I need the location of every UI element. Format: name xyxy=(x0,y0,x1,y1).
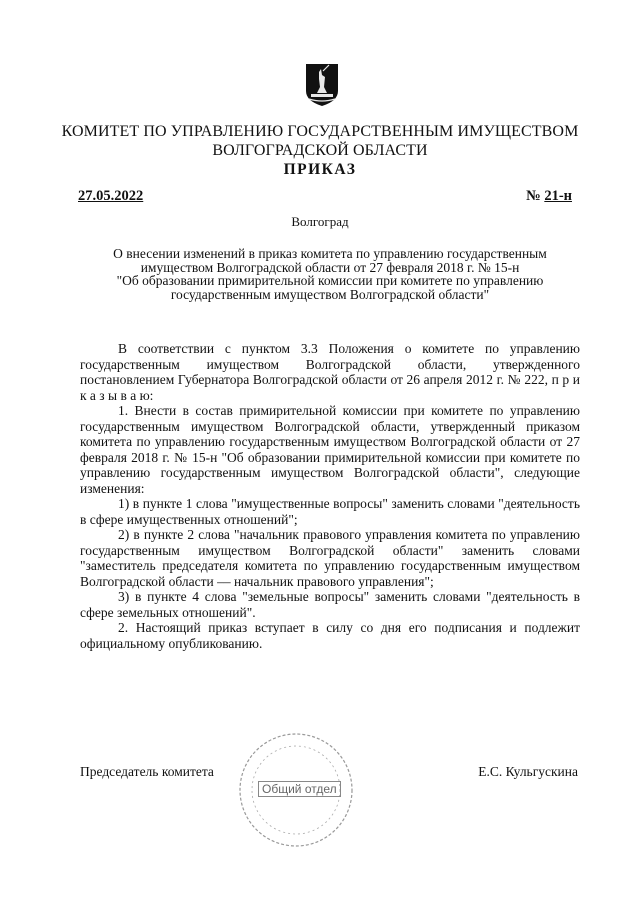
signatory-title: Председатель комитета xyxy=(80,764,214,779)
org-name-line2: ВОЛГОГРАДСКОЙ ОБЛАСТИ xyxy=(212,142,428,159)
signatory-name: Е.С. Кульгускина xyxy=(478,764,578,779)
body-paragraph-item1-2: 2) в пункте 2 слова "начальник правового управления комитета по управлению государственным имуществом Волгоградской области" заменить словами "заместитель председателя комитета по управлению государственным имуществом Волгоградской области –– начальник правового управления"; xyxy=(80,527,580,589)
doc-city: Волгоград xyxy=(291,214,349,229)
subject-line: О внесении изменений в приказ комитета по управлению государственным xyxy=(113,246,547,261)
body-paragraph-item1-3: 3) в пункте 4 слова "земельные вопросы" заменить словами "деятельность в сфере земельных отношений". xyxy=(80,589,580,620)
doc-body xyxy=(80,341,580,651)
doc-number-prefix: № xyxy=(526,188,541,204)
body-paragraph-item1-1: 1) в пункте 1 слова "имущественные вопросы" заменить словами "деятельность в сфере имущественных отношений"; xyxy=(80,496,580,527)
doc-date xyxy=(78,188,143,205)
doc-date-value: 27.05.2022 xyxy=(78,188,144,204)
doc-type: ПРИКАЗ xyxy=(283,161,357,178)
coat-of-arms-icon xyxy=(305,63,339,107)
doc-number xyxy=(526,188,572,205)
subject-line: "Об образовании примирительной комиссии при комитете по управлению xyxy=(116,273,544,288)
doc-number-value: 21-н xyxy=(544,188,572,204)
doc-subject xyxy=(80,247,580,301)
subject-line: государственным имуществом Волгоградской области" xyxy=(170,286,490,302)
org-name-line1: КОМИТЕТ ПО УПРАВЛЕНИЮ ГОСУДАРСТВЕННЫМ ИМУЩЕСТВОМ xyxy=(61,123,579,140)
stamp-text: Общий отдел xyxy=(258,781,341,797)
body-paragraph-intro: В соответствии с пунктом 3.3 Положения о комитете по управлению государственным имуществом Волгоградской области, утвержденного постановлением Губернатора Волгоградской области от 26 апреля 2012 г. № 222, п р и к а з ы в а ю: xyxy=(80,341,580,403)
body-paragraph-item1: 1. Внести в состав примирительной комиссии при комитете по управлению государственным имуществом Волгоградской области, утвержденный приказом комитета по управлению государственным имуществом Волгоградской области от 27 февраля 2018 г. № 15-н "Об образовании примирительной комиссии при комитете по управлению государственным имуществом Волгоградской области", следующие изменения: xyxy=(80,403,580,496)
body-paragraph-item2: 2. Настоящий приказ вступает в силу со дня его подписания и подлежит официальному опубликованию. xyxy=(80,620,580,651)
subject-line: имуществом Волгоградской области от 27 февраля 2018 г. № 15-н xyxy=(140,259,520,275)
